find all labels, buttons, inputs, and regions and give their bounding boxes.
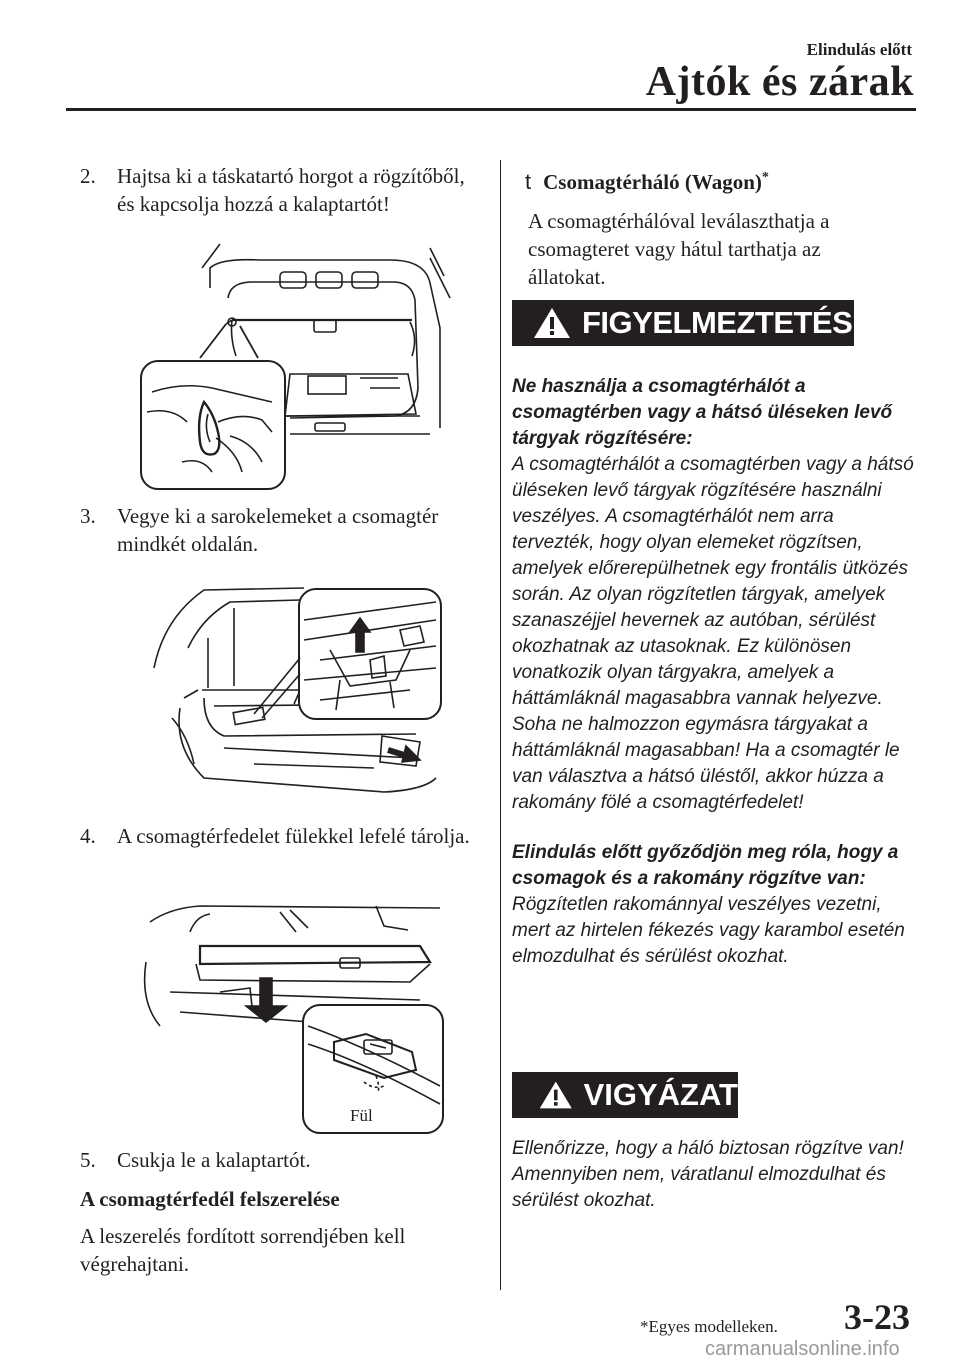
- step-text: Csukja le a kalaptartót.: [117, 1148, 311, 1172]
- net-text: A csomagtérhálóval leválaszthatja a csomagteret vagy hátul tarthatja az állatokat.: [528, 209, 830, 289]
- page-number: 3-23: [844, 1297, 910, 1337]
- warning-body: [512, 374, 918, 970]
- warning-bold-text-2: [512, 840, 918, 892]
- warning-label: FIGYELMEZTETÉS: [582, 305, 853, 340]
- install-text: A leszerelés fordított sorrendjében kell végrehajtani.: [80, 1224, 406, 1276]
- warning-header: [512, 300, 854, 346]
- warning-text-2: Rögzítetlen rakománnyal veszélyes vezetni, mert az hirtelen fékezés vagy karambol esetén elmozdulhat és sérülést okozhat.: [512, 894, 905, 967]
- step-4: [80, 822, 480, 850]
- warning-text: A csomagtérhálót a csomagtérben vagy a hátsó üléseken levő tárgyak rögzítésére használni veszélyes. A csomagtérhálót nem arra tervezték, hogy olyan elemeket rögzítsen, amelyek előrerepülhetnek egy frontális ütközés során. Az olyan rögzítetlen tárgyak, amelyek szanaszéjjel hevernek az autóban, sérülést okozhatnak az utasoknak. Ez különösen vonatkozik olyan tárgyakra, amelyek a háttámláknál magasabbra vannak helyezve. Soha ne halmozzon egymásra tárgyakat a háttámláknál magasabban! Ha a csomagtér le van választva a hátsó üléstől, akkor húzza a rakomány fölé a csomagtérfedelet!: [512, 454, 914, 813]
- figure-corner-inset: [298, 588, 442, 720]
- watermark: carmanualsonline.info: [705, 1338, 900, 1360]
- chapter-title: Ajtók és zárak: [645, 59, 914, 105]
- caution-text: Ellenőrizze, hogy a háló biztosan rögzítve van! Amennyiben nem, váratlanul elmozdulhat és sérülést okozhat.: [512, 1138, 904, 1211]
- asterisk-mark: *: [761, 170, 769, 185]
- corner-detail-drawing: [300, 590, 440, 718]
- net-section-heading: [525, 164, 905, 196]
- step-text: Vegye ki a sarokelemeket a csomagtér mindkét oldalán.: [117, 504, 439, 556]
- inset-pointer-line: [250, 650, 310, 720]
- figure-hook-inset: [140, 360, 286, 490]
- step-3: [80, 502, 480, 558]
- net-heading: Csomagtérháló (Wagon): [543, 170, 762, 194]
- footnote: *Egyes modelleken.: [640, 1317, 778, 1336]
- step-number: 4.: [80, 824, 96, 848]
- caution-header: [512, 1072, 738, 1118]
- warning-bold-2: Elindulás előtt győződjön meg róla, hogy a csomagok és a rakomány rögzítve van:: [512, 842, 899, 889]
- step-5: [80, 1146, 480, 1174]
- caution-triangle-icon: [538, 1078, 574, 1112]
- step-number: 3.: [80, 504, 96, 528]
- tab-detail-drawing: [304, 1006, 442, 1132]
- step-text: A csomagtérfedelet fülekkel lefelé tárolja.: [117, 824, 470, 848]
- step-2: [80, 162, 480, 218]
- hook-detail-drawing: [142, 362, 284, 488]
- tab-label: Fül: [350, 1106, 373, 1125]
- step-number: 5.: [80, 1148, 96, 1172]
- header-rule: [66, 108, 916, 111]
- bullet-icon: t: [525, 169, 532, 194]
- column-divider: [500, 160, 501, 1290]
- warning-triangle-icon: [532, 306, 572, 340]
- caution-label: VIGYÁZAT: [583, 1077, 738, 1112]
- step-text: Hajtsa ki a táskatartó horgot a rögzítőből, és kapcsolja hozzá a kalaptartót!: [117, 164, 465, 216]
- section-label: Elindulás előtt: [806, 40, 912, 59]
- step-number: 2.: [80, 164, 96, 188]
- figure-tab-inset: [302, 1004, 444, 1134]
- warning-bold-text: [512, 374, 918, 452]
- warning-bold: Ne használja a csomagtérhálót a csomagtérben vagy a hátsó üléseken levő tárgyak rögzítésére:: [512, 376, 893, 449]
- install-heading: A csomagtérfedél felszerelése: [80, 1187, 340, 1211]
